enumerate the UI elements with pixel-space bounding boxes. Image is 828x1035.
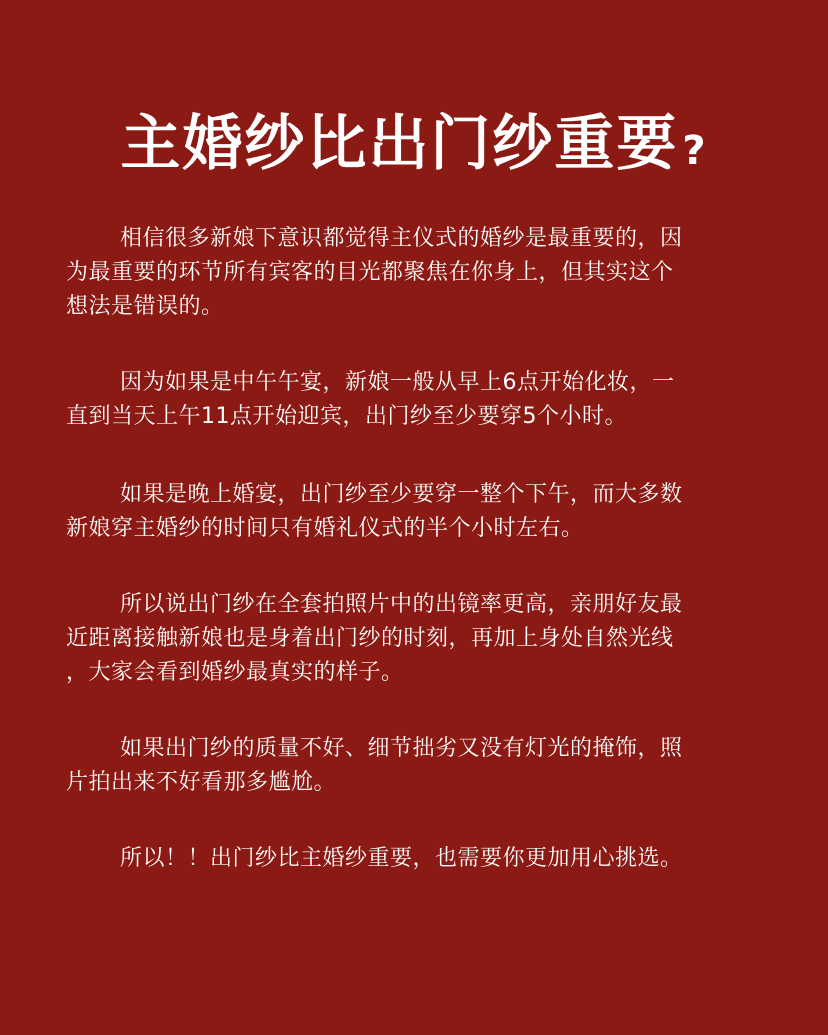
paragraph-line: 如果是晚上婚宴，出门纱至少要穿一整个下午，而大多数: [120, 482, 683, 507]
paragraph-line: 所以！！出门纱比主婚纱重要，也需要你更加用心挑选。: [120, 846, 683, 871]
paragraph-line: 如果出门纱的质量不好、细节拙劣又没有灯光的掩饰，照: [120, 736, 683, 761]
article-title: [0, 106, 828, 189]
paragraph-6: [66, 842, 766, 876]
title-question-mark: ?: [682, 128, 708, 175]
title-text: 主婚纱比出门纱重要: [120, 109, 679, 180]
paragraph-line: 为最重要的环节所有宾客的目光都聚焦在你身上，但其实这个: [66, 260, 674, 285]
paragraph-line: 因为如果是中午午宴，新娘一般从早上6点开始化妆，一: [120, 370, 675, 395]
paragraph-line: 近距离接触新娘也是身着出门纱的时刻，再加上身处自然光线: [66, 626, 674, 651]
paragraph-4: [66, 588, 766, 690]
paragraph-3: [66, 478, 766, 546]
paragraph-line: 想法是错误的。: [66, 294, 224, 319]
paragraph-line: 片拍出来不好看那多尴尬。: [66, 770, 337, 795]
paragraph-line: 新娘穿主婚纱的时间只有婚礼仪式的半个小时左右。: [66, 516, 584, 541]
paragraph-5: [66, 732, 766, 800]
paragraph-line: 相信很多新娘下意识都觉得主仪式的婚纱是最重要的，因: [120, 226, 683, 251]
paragraph-1: [66, 222, 766, 324]
paragraph-line: 所以说出门纱在全套拍照片中的出镜率更高，亲朋好友最: [120, 592, 683, 617]
paragraph-2: [66, 366, 766, 434]
paragraph-line: ，大家会看到婚纱最真实的样子。: [66, 660, 404, 685]
paragraph-line: 直到当天上午11点开始迎宾，出门纱至少要穿5个小时。: [66, 404, 627, 429]
